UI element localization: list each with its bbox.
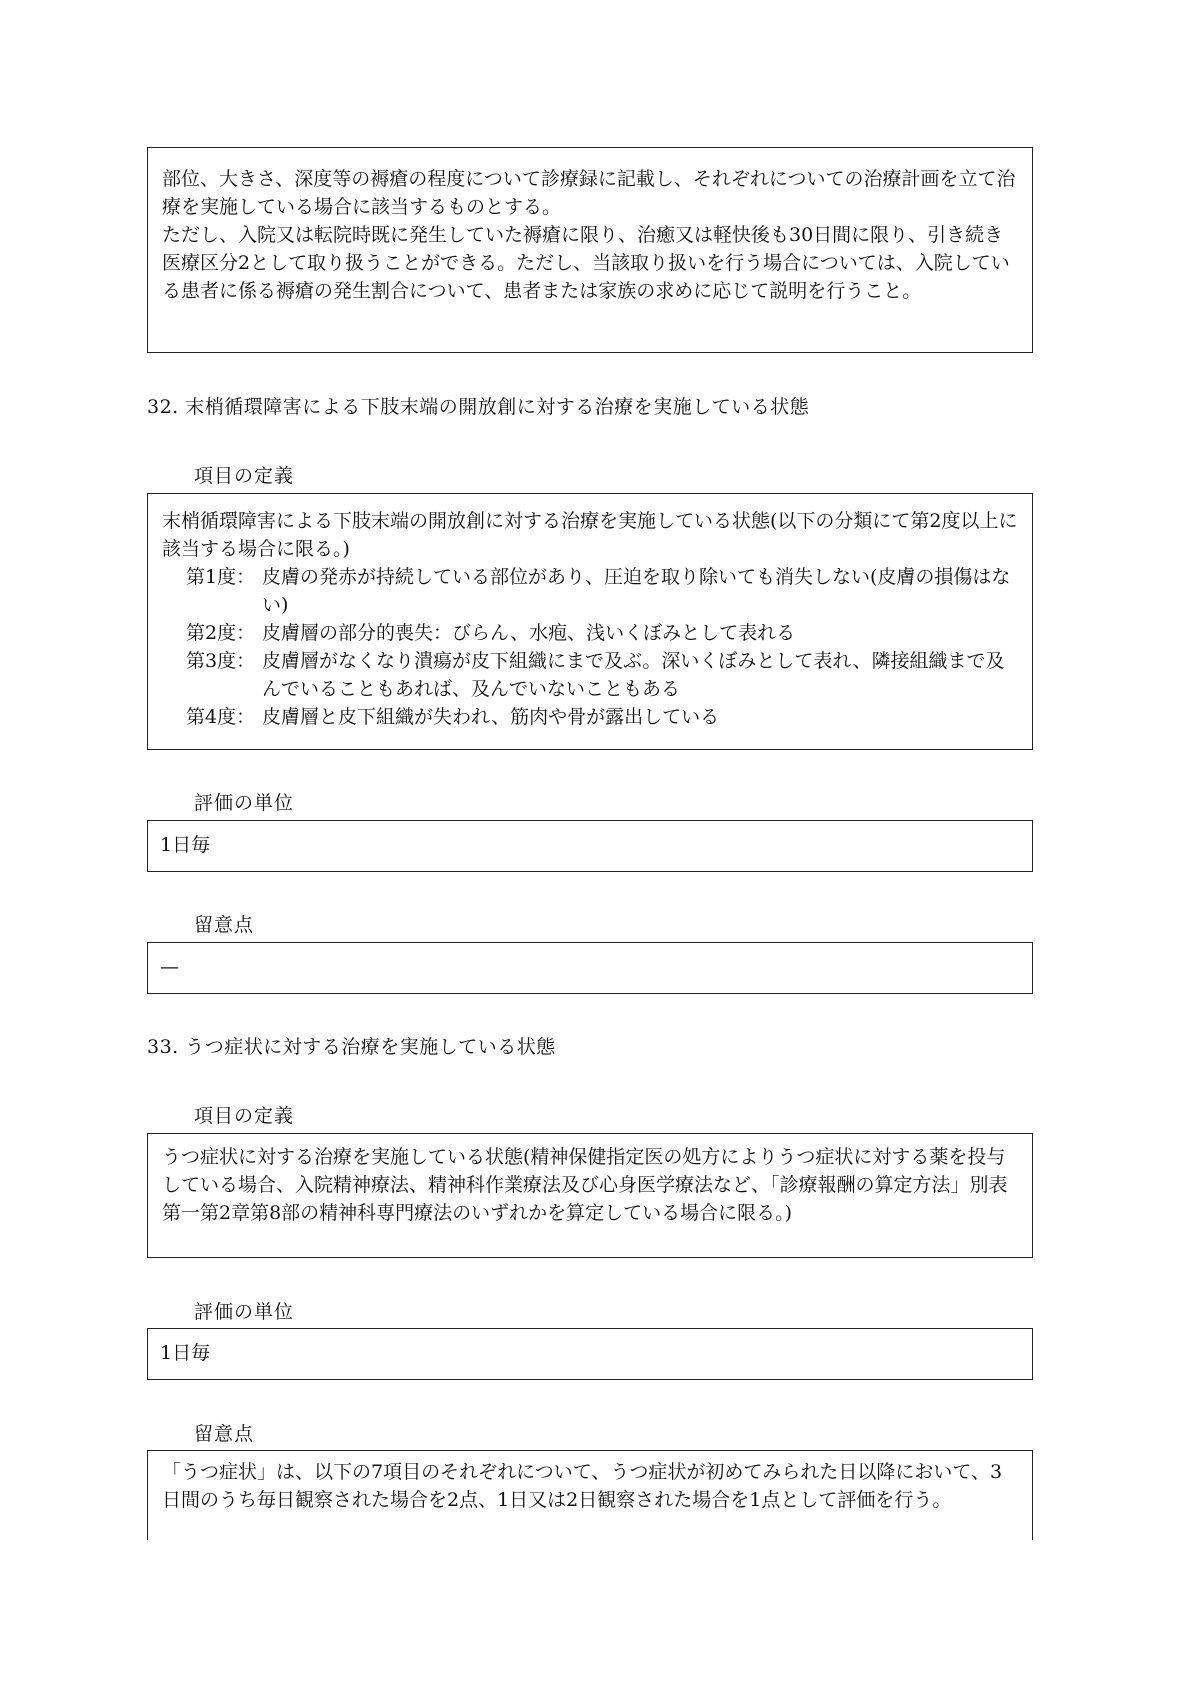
unit-value: 1日毎 xyxy=(160,1342,211,1364)
grade-row-1 xyxy=(162,563,1020,619)
definition-intro: 末梢循環障害による下肢末端の開放創に対する治療を実施している状態(以下の分類にて第2度以上に該当する場合に限る。) xyxy=(162,510,1018,560)
grade-row-3 xyxy=(162,647,1020,703)
section-33-definition-label: 項目の定義 xyxy=(194,1105,295,1127)
grade-text: 皮膚層と皮下組織が失われ、筋肉や骨が露出している xyxy=(262,706,720,728)
grade-text: 皮膚層がなくなり潰瘍が皮下組織にまで及ぶ。深いくぼみとして表れ、隣接組織まで及んでいることもあれば、及んでいないこともある xyxy=(262,650,1005,700)
section-32-heading: 32. 末梢循環障害による下肢末端の開放創に対する治療を実施している状態 xyxy=(147,396,810,418)
section-32-definition-label: 項目の定義 xyxy=(194,465,295,487)
section-33-unit-label: 評価の単位 xyxy=(194,1301,295,1323)
unit-value: 1日毎 xyxy=(160,834,211,856)
section-32-unit-label: 評価の単位 xyxy=(194,792,295,814)
notes-paragraph-1: 部位、大きさ、深度等の褥瘡の程度について診療録に記載し、それぞれについての治療計画を立て治療を実施している場合に該当するものとする。 xyxy=(162,168,1016,218)
notes-paragraph-2: ただし、入院又は転院時既に発生していた褥瘡に限り、治癒又は軽快後も30日間に限り、引き続き医療区分2として取り扱うことができる。ただし、当該取り扱いを行う場合については、入院している患者に係る褥瘡の発生割合について、患者または家族の求めに応じて説明を行うこと。 xyxy=(162,224,1010,302)
grade-label: 第1度： xyxy=(186,566,256,588)
section-33-unit-box xyxy=(147,1328,1033,1380)
section-33-definition-box xyxy=(147,1133,1033,1258)
section-33-notes-box xyxy=(147,1450,1033,1540)
grade-label: 第3度： xyxy=(186,650,256,672)
notes-value: — xyxy=(160,956,179,978)
grade-label: 第2度： xyxy=(186,622,256,644)
section-32-notes-box xyxy=(147,942,1033,994)
grade-text: 皮膚の発赤が持続している部位があり、圧迫を取り除いても消失しない(皮膚の損傷はない) xyxy=(262,566,1011,616)
grade-text: 皮膚層の部分的喪失：びらん、水疱、浅いくぼみとして表れる xyxy=(262,622,796,644)
section-33-notes-label: 留意点 xyxy=(194,1423,255,1445)
grade-label: 第4度： xyxy=(186,706,256,728)
pressure-ulcer-notes-box xyxy=(147,147,1033,353)
section-32-unit-box xyxy=(147,820,1033,872)
grade-row-2 xyxy=(162,619,1020,647)
section-32-notes-label: 留意点 xyxy=(194,914,255,936)
definition-text: うつ症状に対する治療を実施している状態(精神保健指定医の処方によりうつ症状に対する薬を投与している場合、入院精神療法、精神科作業療法及び心身医学療法など、「診療報酬の算定方法」別表第一第2章第8部の精神科専門療法のいずれかを算定している場合に限る。) xyxy=(162,1146,1008,1224)
section-33-heading: 33. うつ症状に対する治療を実施している状態 xyxy=(147,1036,556,1058)
notes-text: 「うつ症状」は、以下の7項目のそれぞれについて、うつ症状が初めてみられた日以降において、3日間のうち毎日観察された場合を2点、1日又は2日観察された場合を1点として評価を行う。 xyxy=(162,1461,1003,1511)
section-32-definition-box xyxy=(147,493,1033,750)
grade-row-4 xyxy=(162,703,1020,731)
